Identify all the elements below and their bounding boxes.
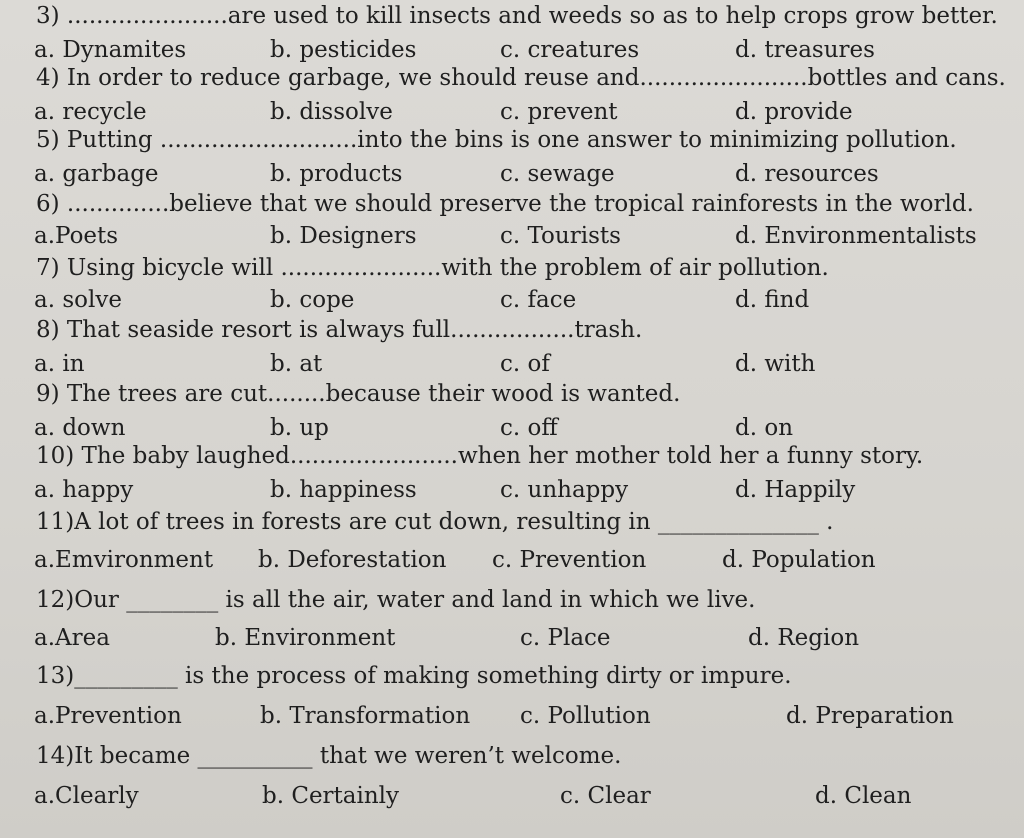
option-a: a. in [34,351,85,377]
option-a: a.Area [34,625,110,651]
option-a: a.Poets [34,223,119,249]
option-b: b. at [270,351,323,377]
option-c: c. unhappy [500,477,629,503]
option-c: c. off [500,415,558,441]
question-7: 7) Using bicycle will ......................with the problem of air pollution. [36,255,829,281]
option-c: c. Pollution [520,703,651,729]
option-a: a. happy [34,477,134,503]
option-c: c. of [500,351,550,377]
option-a: a. solve [34,287,122,313]
option-d: d. with [735,351,816,377]
option-d: d. Region [748,625,860,651]
question-8: 8) That seaside resort is always full.................trash. [36,317,643,343]
option-c: c. face [500,287,577,313]
question-14: 14)It became __________ that we weren’t welcome. [36,743,622,769]
option-d: d. Population [722,547,876,573]
option-b: b. dissolve [270,99,393,125]
question-13: 13)_________ is the process of making something dirty or impure. [36,663,792,689]
option-d: d. Environmentalists [735,223,977,249]
option-b: b. Transformation [260,703,471,729]
option-c: c. Place [520,625,611,651]
option-a: a. down [34,415,126,441]
option-b: b. Certainly [262,783,400,809]
option-a: a.Prevention [34,703,182,729]
question-10: 10) The baby laughed.......................when her mother told her a funny story. [36,443,924,469]
option-c: c. Prevention [492,547,647,573]
option-d: d. Preparation [786,703,954,729]
option-b: b. Environment [215,625,396,651]
option-b: b. products [270,161,403,187]
question-5: 5) Putting ...........................into the bins is one answer to minimizing pollution. [36,127,957,153]
option-a: a. Dynamites [34,37,187,63]
option-d: d. resources [735,161,879,187]
question-12: 12)Our ________ is all the air, water and land in which we live. [36,587,756,613]
option-d: d. find [735,287,810,313]
option-b: b. Designers [270,223,417,249]
option-c: c. creatures [500,37,640,63]
option-c: c. Tourists [500,223,621,249]
option-b: b. pesticides [270,37,417,63]
question-3: 3) ......................are used to kill insects and weeds so as to help crops grow better. [36,3,998,29]
option-d: d. on [735,415,794,441]
option-c: c. Clear [560,783,651,809]
option-c: c. sewage [500,161,615,187]
option-b: b. Deforestation [258,547,447,573]
option-d: d. provide [735,99,853,125]
option-c: c. prevent [500,99,618,125]
option-d: d. treasures [735,37,875,63]
option-a: a. garbage [34,161,159,187]
option-d: d. Happily [735,477,856,503]
question-6: 6) ..............believe that we should preserve the tropical rainforests in the world. [36,191,974,217]
option-a: a.Emvironment [34,547,214,573]
option-b: b. up [270,415,329,441]
question-9: 9) The trees are cut........because their wood is wanted. [36,381,681,407]
option-a: a. recycle [34,99,147,125]
option-b: b. happiness [270,477,417,503]
question-11: 11)A lot of trees in forests are cut down, resulting in ______________ . [36,509,834,535]
option-d: d. Clean [815,783,912,809]
option-a: a.Clearly [34,783,139,809]
option-b: b. cope [270,287,355,313]
question-4: 4) In order to reduce garbage, we should reuse and.......................bottles and cans. [36,65,1006,91]
